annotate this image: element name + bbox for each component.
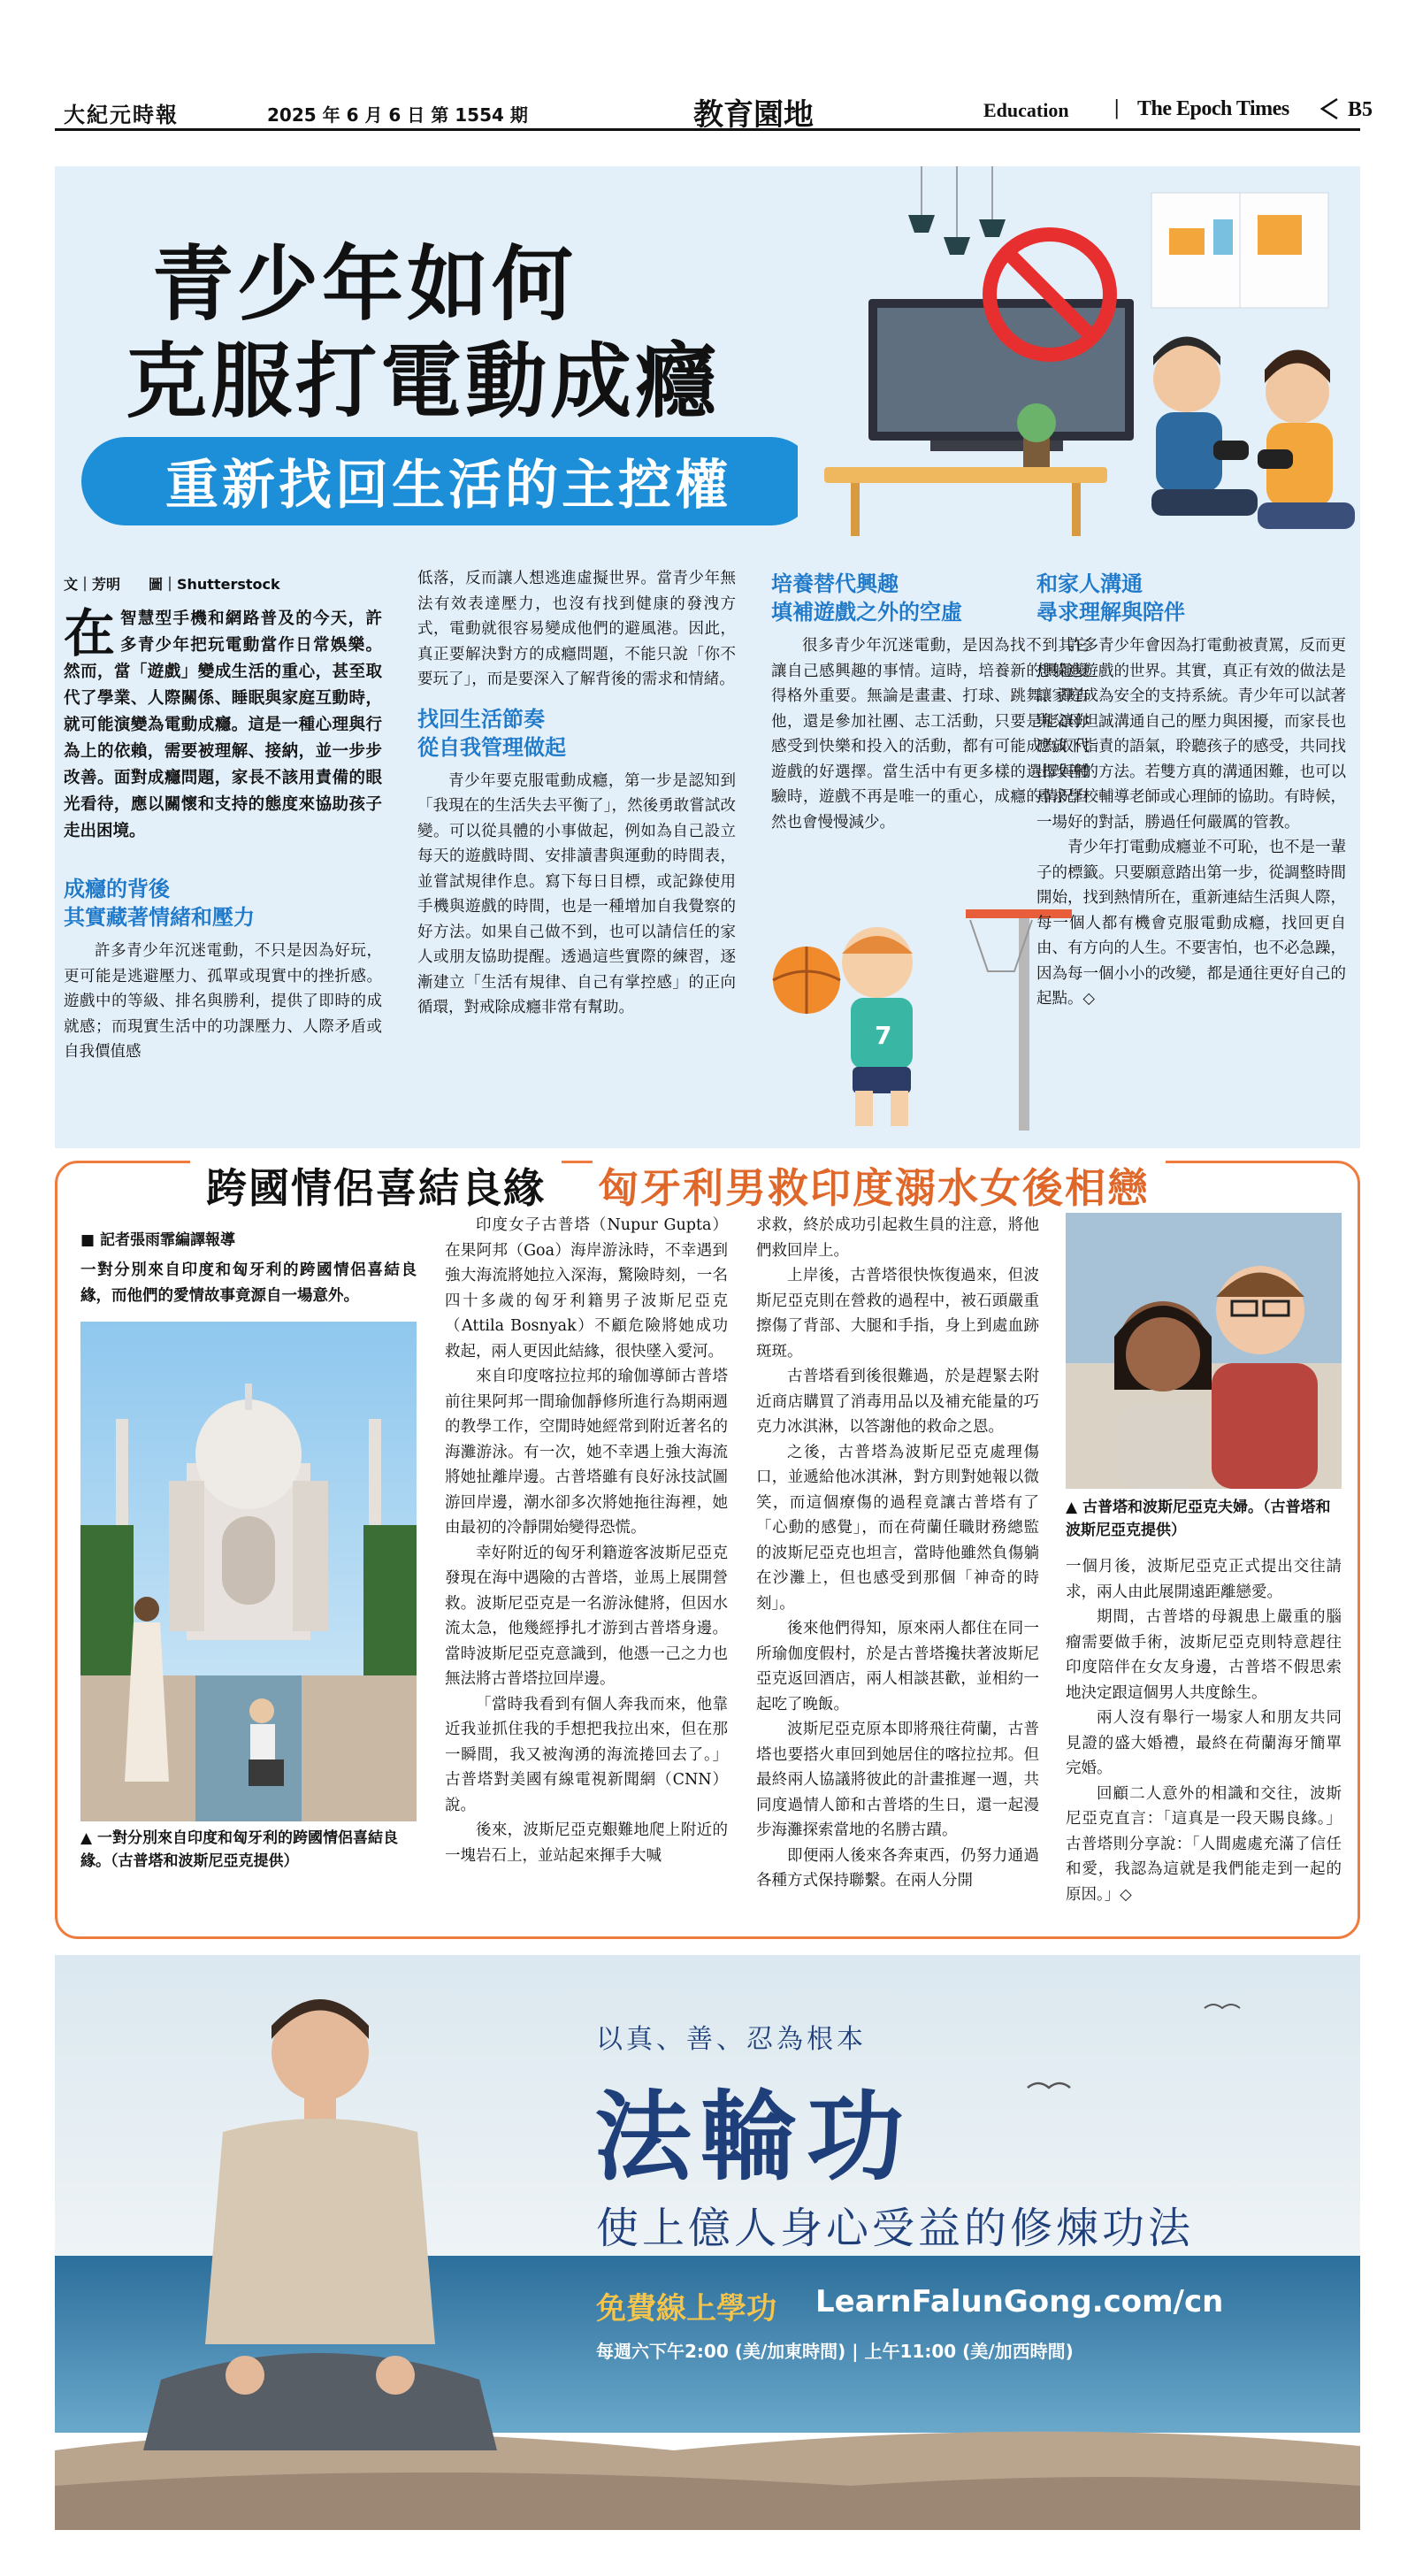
lead-text: 智慧型手機和網路普及的今天，許多青少年把玩電動當作日常娛樂。然而，當「遊戲」變成生活的重心，甚至取代了學業、人際關係、睡眠與家庭互動時，就可能演變為電動成癮。這是一種心理與行為上的依賴，需要被理解、接納，並一步步改善。面對成癮問題，家長不該用責備的眼光看待，應以關懷和支持的態度來協助孩子走出困境。 xyxy=(64,610,382,840)
paragraph: 一個月後，波斯尼亞克正式提出交往請求，兩人由此展開遠距離戀愛。 xyxy=(1066,1558,1342,1601)
paragraph: 青少年要克服電動成癮，第一步是認知到「我現在的生活失去平衡了」，然後勇敢嘗試改變。可以從具體的小事做起，例如為自己設立每天的遊戲時間、安排讀書與運動的時間表，並嘗試規律作息。寫下每日目標，或記錄使用手機與遊戲的時間，也是一種增加自我覺察的好方法。如果自己做不到，也可以請信任的家人或朋友協助提醒。透過這些實際的練習，逐漸建立「生活有規律、自己有掌控感」的正向循環，對戒除成癮非常有幫助。 xyxy=(417,771,736,1016)
section4-heading-line2: 尋求理解與陪伴 xyxy=(1036,600,1185,625)
lead-paragraph xyxy=(64,603,382,845)
page-number: B5 xyxy=(1348,98,1373,121)
paragraph: 兩人沒有舉行一場家人和朋友共同見證的盛大婚禮，最終在荷蘭海牙簡單完婚。 xyxy=(1066,1709,1342,1777)
section3-heading-line2: 填補遊戲之外的空虛 xyxy=(771,600,962,625)
falun-gong-ad[interactable] xyxy=(55,1955,1360,2530)
issue-date: 2025 年 6 月 6 日 第 1554 期 xyxy=(267,104,528,126)
photo-caption: ▲ 一對分別來自印度和匈牙利的跨國情侶喜結良緣。（古普塔和波斯尼亞克提供） xyxy=(80,1829,398,1870)
taj-mahal-photo xyxy=(80,1322,417,1821)
section4-heading-line1: 和家人溝通 xyxy=(1036,571,1143,596)
paragraph: 後來，波斯尼亞克艱難地爬上附近的一塊岩石上，並站起來揮手大喊 xyxy=(445,1821,728,1865)
section4-heading xyxy=(1036,570,1346,626)
masthead: 大紀元時報 xyxy=(64,102,179,127)
section2-heading xyxy=(417,705,736,762)
paragraph: 後來他們得知，原來兩人都住在同一所瑜伽度假村，於是古普塔攙扶著波斯尼亞克返回酒店，兩人相談甚歡，並相約一起吃了晚飯。 xyxy=(756,1620,1039,1714)
paragraph: 期間，古普塔的母親患上嚴重的腦瘤需要做手術，波斯尼亞克則特意趕往印度陪伴在女友身邊，古普塔不假思索地決定跟這個男人共度餘生。 xyxy=(1066,1608,1342,1702)
paragraph: 波斯尼亞克原本即將飛往荷蘭，古普塔也要搭火車回到她居住的喀拉拉邦。但最終兩人協議將彼此的計畫推遲一週，共同度過情人節和古普塔的生日，還一起漫步海灘探索當地的名勝古蹟。 xyxy=(756,1721,1039,1839)
paragraph: 「當時我看到有個人奔我而來，他靠近我並抓住我的手想把我拉出來，但在那一瞬間，我又被洶湧的海流捲回去了。」古普塔對美國有線電視新聞網（CNN）說。 xyxy=(445,1695,728,1814)
chevron-left-icon xyxy=(1319,97,1339,120)
section3-heading-line1: 培養替代興趣 xyxy=(771,571,899,596)
paragraph: 來自印度喀拉拉邦的瑜伽導師古普塔前往果阿邦一間瑜伽靜修所進行為期兩週的教學工作，空閒時她經常到附近著名的海灘游泳。有一次，她不幸遇上強大海流將她扯離岸邊。古普塔雖有良好泳技試圖游回岸邊，潮水卻多次將她拖往海裡，她由最初的冷靜開始變得恐慌。 xyxy=(445,1368,728,1537)
article2-column-4 xyxy=(1066,1213,1342,1907)
article2-column-3 xyxy=(756,1213,1039,1894)
lead-paragraph: 一對分別來自印度和匈牙利的跨國情侶喜結良緣，而他們的愛情故事竟源自一場意外。 xyxy=(80,1261,417,1305)
headline-left: 跨國情侶喜結良緣 xyxy=(190,1156,562,1215)
byline: ■ 記者張雨霏編譯報導 xyxy=(80,1231,235,1249)
paragraph: 青少年打電動成癮並不可恥，也不是一輩子的標籤。只要願意踏出第一步，從調整時間開始，找到熱情所在，重新連結生活與人際，每一個人都有機會克服電動成癮，找回更自由、有方向的人生。不要害怕，也不必急躁，因為每一個小小的改變，都是通往更好自己的起點。◇ xyxy=(1036,839,1346,1008)
article2-column-2 xyxy=(445,1213,728,1868)
section1-heading-line1: 成癮的背後 xyxy=(64,877,170,901)
headline-line2: 克服打電動成癮 xyxy=(126,334,721,429)
section2-heading-line1: 找回生活節奏 xyxy=(417,706,545,732)
ad-tagline: 以真、善、忍為根本 xyxy=(596,2024,867,2055)
drop-cap: 在 xyxy=(64,603,116,663)
header-separator: | xyxy=(1113,97,1121,119)
article1-column-2 xyxy=(417,566,736,1021)
section-title-en: Education xyxy=(983,99,1069,121)
couple-photo xyxy=(1066,1213,1342,1489)
paragraph: 許多青少年會因為打電動被責罵，反而更想躲進遊戲的世界。其實，真正有效的做法是讓家庭成為安全的支持系統。青少年可以試著與父母坦誠溝通自己的壓力與困擾，而家長也應放下指責的語氣，聆聽孩子的感受，共同找出改善的方法。若雙方真的溝通困難，也可以尋求學校輔導老師或心理師的協助。有時候，一場好的對話，勝過任何嚴厲的管教。 xyxy=(1036,637,1346,832)
ad-title: 法輪功 xyxy=(594,2080,913,2194)
section1-heading xyxy=(64,875,382,932)
headline-right: 匈牙利男救印度溺水女後相戀 xyxy=(593,1156,1166,1215)
paragraph: 印度女子古普塔（Nupur Gupta）在果阿邦（Goa）海岸游泳時，不幸遇到強大海流將她拉入深海，驚險時刻，一名四十多歲的匈牙利籍男子波斯尼亞克（Attila Bosnyak）不顧危險將她成功救起，兩人更因此結緣，很快墜入愛河。 xyxy=(445,1216,728,1361)
paragraph: 上岸後，古普塔很快恢復過來，但波斯尼亞克則在營救的過程中，被石頭嚴重擦傷了背部、大腿和手指，身上到處血跡斑斑。 xyxy=(756,1267,1039,1361)
page-header xyxy=(55,88,1373,133)
article-gaming-addiction xyxy=(55,166,1360,1148)
section-title: 教育園地 xyxy=(693,97,814,133)
paper-name-en: The Epoch Times xyxy=(1137,97,1289,120)
paragraph: 回顧二人意外的相識和交往，波斯尼亞克直言：「這真是一段天賜良緣。」古普塔則分享說：「人間處處充滿了信任和愛，我認為這就是我們能走到一起的原因。」◇ xyxy=(1066,1784,1342,1904)
paragraph: 之後，古普塔為波斯尼亞克處理傷口，並遞給他冰淇淋，對方則對她報以微笑，而這個療傷的過程竟讓古普塔有了「心動的感覺」，而在荷蘭任職財務總監的波斯尼亞克也坦言，當時他雖然負傷躺在沙灘上，但也感受到那個「神奇的時刻」。 xyxy=(756,1443,1039,1613)
svg-text:7: 7 xyxy=(875,1021,892,1050)
ad-learn-link[interactable]: LearnFalunGong.com/cn xyxy=(815,2284,1224,2319)
article-intl-couple xyxy=(55,1161,1360,1939)
paragraph: 幸好附近的匈牙利籍遊客波斯尼亞克發現在海中遇險的古普塔，並馬上展開營救。波斯尼亞克是一名游泳健將，但因水流太急，他幾經掙扎才游到古普塔身邊。當時波斯尼亞克意識到，他憑一己之力也無法將古普塔拉回岸邊。 xyxy=(445,1544,728,1688)
article1-column-1 xyxy=(64,573,382,1065)
section2-heading-line2: 從自我管理做起 xyxy=(417,734,566,760)
paragraph: 即便兩人後來各奔東西，仍努力通過各種方式保持聯繫。在兩人分開 xyxy=(756,1846,1039,1890)
paragraph: 求救，終於成功引起救生員的注意，將他們救回岸上。 xyxy=(756,1216,1039,1260)
headline-line1: 青少年如何 xyxy=(152,237,577,332)
paragraph: 低落，反而讓人想逃進虛擬世界。當青少年無法有效表達壓力，也沒有找到健康的發洩方式，電動就很容易變成他們的避風港。因此，真正要解決對方的成癮問題，不能只說「你不要玩了」，而是要深入了解背後的需求和情緒。 xyxy=(417,570,736,688)
ad-slogan: 使上億人身心受益的修煉功法 xyxy=(596,2204,1195,2253)
section1-heading-line2: 其實藏著情緒和壓力 xyxy=(64,905,255,930)
photo-caption: ▲ 古普塔和波斯尼亞克夫婦。（古普塔和波斯尼亞克提供） xyxy=(1066,1499,1331,1539)
ad-learn-label: 免費線上學功 xyxy=(596,2291,776,2327)
gaming-illustration xyxy=(798,166,1360,573)
byline: 文｜芳明 圖｜Shutterstock xyxy=(64,576,280,593)
paragraph: 很多青少年沉迷電動，是因為找不到其它讓自己感興趣的事情。這時，培養新的興趣變得格外重要。無論是畫畫、打球、跳舞、彈吉他，還是參加社團、志工活動，只要是能讓你感受到快樂和投入的活動，都有可能成為取代遊戲的好選擇。當生活中有更多樣的選擇與體驗時，遊戲不再是唯一的重心，成癮的情況自然也會慢慢減少。 xyxy=(771,637,1090,832)
paragraph: 古普塔看到後很難過，於是趕緊去附近商店購買了消毒用品以及補充能量的巧克力冰淇淋，以答謝他的救命之恩。 xyxy=(756,1368,1039,1436)
ad-schedule: 每週六下午2:00 (美/加東時間) | 上午11:00 (美/加西時間) xyxy=(596,2341,1074,2362)
paragraph: 許多青少年沉迷電動，不只是因為好玩，更可能是逃避壓力、孤單或現實中的挫折感。遊戲中的等級、排名與勝利，提供了即時的成就感；而現實生活中的功課壓力、人際矛盾或自我價值感 xyxy=(64,942,382,1061)
subheadline-pill: 重新找回生活的主控權 xyxy=(81,437,815,525)
article1-column-4 xyxy=(1036,566,1346,1012)
article2-column-1 xyxy=(80,1227,417,1873)
